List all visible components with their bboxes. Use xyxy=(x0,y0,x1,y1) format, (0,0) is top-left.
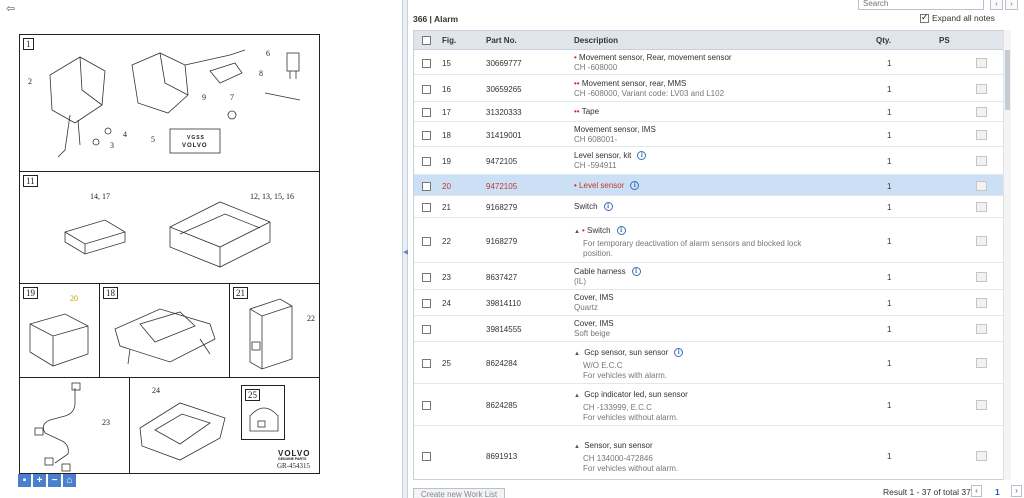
expand-all-notes-checkbox[interactable] xyxy=(920,14,929,23)
diagram-pane xyxy=(0,0,402,498)
level-sensor-illustration xyxy=(20,284,100,378)
parts-diagram[interactable] xyxy=(19,34,320,474)
row-qty: 1 xyxy=(887,108,892,117)
callout-14-17: 14, 17 xyxy=(90,192,110,201)
row-part-number[interactable]: 31320333 xyxy=(486,108,522,117)
row-part-number[interactable]: 8691913 xyxy=(486,452,518,461)
callout-5: 5 xyxy=(151,135,155,144)
row-part-number[interactable]: 8624285 xyxy=(486,401,518,410)
row-checkbox[interactable] xyxy=(422,203,431,212)
row-part-number[interactable]: 9472105 xyxy=(486,157,518,166)
table-row[interactable] xyxy=(414,102,1010,122)
cell-number: 19 xyxy=(23,287,38,299)
cell-number: 21 xyxy=(233,287,248,299)
row-part-number[interactable]: 30669777 xyxy=(486,59,522,68)
table-row[interactable] xyxy=(414,75,1010,102)
collapse-arrow-icon[interactable]: ◀ xyxy=(403,249,409,256)
info-icon[interactable]: i xyxy=(632,267,641,276)
callout-12-13-15-16: 12, 13, 15, 16 xyxy=(250,192,294,201)
callout-22: 22 xyxy=(307,314,315,323)
callout-23: 23 xyxy=(102,418,110,427)
control-module-illustration xyxy=(20,172,319,284)
sun-sensor-illustration xyxy=(242,386,286,441)
row-qty: 1 xyxy=(887,299,892,308)
row-part-number[interactable]: 9168279 xyxy=(486,237,518,246)
col-header-fig[interactable]: Fig. xyxy=(442,36,457,45)
row-desc-note: Quartz xyxy=(574,303,599,312)
row-qty: 1 xyxy=(887,452,892,461)
diagram-cell-19 xyxy=(20,284,100,378)
row-desc-note: (IL) xyxy=(574,277,586,286)
row-qty: 1 xyxy=(887,131,892,140)
row-checkbox[interactable] xyxy=(422,131,431,140)
table-row[interactable] xyxy=(414,50,1010,75)
row-description xyxy=(574,348,824,381)
row-desc-note: CH -133999, E.C.C xyxy=(583,403,652,412)
row-checkbox[interactable] xyxy=(422,325,431,334)
cell-number: 18 xyxy=(103,287,118,299)
row-desc-main: Switch xyxy=(587,226,611,235)
label-vgss-text: VGSS xyxy=(187,135,205,141)
row-desc-note: CH -608000 xyxy=(574,63,618,72)
diagram-cell-11 xyxy=(20,172,319,284)
table-scrollbar[interactable] xyxy=(1003,30,1011,480)
callout-4: 4 xyxy=(123,130,127,139)
note-icon[interactable] xyxy=(976,324,987,334)
row-desc-main: Movement sensor, Rear, movement sensor xyxy=(579,53,732,62)
row-desc-note: For vehicles with alarm. xyxy=(583,371,668,380)
row-checkbox[interactable] xyxy=(422,237,431,246)
note-icon[interactable] xyxy=(976,298,987,308)
note-icon[interactable] xyxy=(976,156,987,166)
back-arrow-icon[interactable]: ⇦ xyxy=(6,3,16,15)
row-desc-note: For temporary deactivation of alarm sensors and blocked lock xyxy=(583,239,802,248)
callout-3: 3 xyxy=(110,141,114,150)
row-fig: 15 xyxy=(442,59,451,68)
row-checkbox[interactable] xyxy=(422,85,431,94)
note-icon[interactable] xyxy=(976,84,987,94)
row-desc-note: Soft beige xyxy=(574,329,611,338)
note-icon[interactable] xyxy=(976,236,987,246)
table-row[interactable] xyxy=(414,342,1010,384)
row-fig: 16 xyxy=(442,85,451,94)
row-description xyxy=(574,390,824,423)
cell-number: 11 xyxy=(23,175,38,187)
row-checkbox[interactable] xyxy=(422,273,431,282)
row-desc-note: CH -608000, Variant code: LV03 and L102 xyxy=(574,89,725,98)
row-description xyxy=(574,181,824,191)
diagram-cell-1 xyxy=(20,35,319,172)
movement-sensor-illustration xyxy=(100,284,230,378)
col-header-part[interactable]: Part No. xyxy=(486,36,517,45)
row-description xyxy=(574,107,824,117)
diagram-cell-23 xyxy=(20,378,130,474)
row-qty: 1 xyxy=(887,85,892,94)
row-desc-main: Cover, IMS xyxy=(574,293,614,302)
row-qty: 1 xyxy=(887,325,892,334)
row-checkbox[interactable] xyxy=(422,108,431,117)
diagram-cell-21 xyxy=(230,284,319,378)
row-desc-main: Switch xyxy=(574,202,598,211)
row-description xyxy=(574,125,824,145)
ims-cover-illustration xyxy=(130,378,240,474)
row-description xyxy=(574,202,824,212)
parts-table xyxy=(413,30,1011,480)
row-checkbox[interactable] xyxy=(422,299,431,308)
note-icon[interactable] xyxy=(976,181,987,191)
row-description xyxy=(574,319,824,339)
row-desc-note: For vehicles without alarm. xyxy=(583,413,679,422)
note-icon[interactable] xyxy=(976,202,987,212)
note-icon[interactable] xyxy=(976,451,987,461)
table-row[interactable] xyxy=(414,263,1010,290)
page-title: 366 | Alarm xyxy=(413,14,459,24)
col-header-qty[interactable]: Qty. xyxy=(876,36,891,45)
search-input[interactable] xyxy=(858,0,984,10)
cell-number: 25 xyxy=(245,389,260,401)
row-desc-main: Level sensor, kit xyxy=(574,151,632,160)
indent-dots: • xyxy=(574,53,577,62)
genuine-parts-text: GENUINE PARTS xyxy=(278,457,307,461)
note-icon[interactable] xyxy=(976,107,987,117)
info-icon[interactable]: i xyxy=(637,151,646,160)
page-next-button[interactable]: › xyxy=(1011,485,1022,497)
row-part-number[interactable]: 9168279 xyxy=(486,203,518,212)
result-count: Result 1 - 37 of total 37 xyxy=(883,487,971,497)
row-desc-main: Cable harness xyxy=(574,267,626,276)
info-icon[interactable]: i xyxy=(617,226,626,235)
page-prev-button[interactable]: ‹ xyxy=(971,485,982,497)
row-part-number[interactable]: 30659265 xyxy=(486,85,522,94)
row-qty: 1 xyxy=(887,203,892,212)
row-description xyxy=(574,79,824,99)
row-part-number[interactable]: 31419001 xyxy=(486,131,522,140)
info-icon[interactable]: i xyxy=(630,181,639,190)
table-row[interactable] xyxy=(414,316,1010,342)
callout-2: 2 xyxy=(28,77,32,86)
cell-number: 1 xyxy=(23,38,34,50)
row-fig: 18 xyxy=(442,131,451,140)
expand-all-notes-toggle[interactable] xyxy=(920,13,995,23)
row-desc-main: Tape xyxy=(581,107,600,116)
create-worklist-button[interactable]: Create new Work List xyxy=(413,488,505,498)
callout-9: 9 xyxy=(202,93,206,102)
table-row[interactable] xyxy=(414,147,1010,175)
row-qty: 1 xyxy=(887,157,892,166)
row-description xyxy=(574,267,824,287)
row-qty: 1 xyxy=(887,182,892,191)
callout-24: 24 xyxy=(152,386,160,395)
note-icon[interactable] xyxy=(976,358,987,368)
select-tool-button[interactable]: ▪ xyxy=(18,474,31,487)
row-desc-note: For vehicles without alarm. xyxy=(583,464,679,473)
callout-6: 6 xyxy=(266,49,270,58)
callout-20: 20 xyxy=(70,294,78,303)
zoom-out-button[interactable]: − xyxy=(48,474,61,487)
row-description xyxy=(574,151,824,171)
row-checkbox[interactable] xyxy=(422,182,431,191)
row-description xyxy=(574,226,824,259)
note-icon[interactable] xyxy=(976,58,987,68)
select-all-checkbox[interactable] xyxy=(422,36,431,45)
row-checkbox[interactable] xyxy=(422,452,431,461)
diagram-cell-24 xyxy=(130,378,240,474)
info-icon[interactable]: i xyxy=(604,202,613,211)
expand-triangle-icon[interactable]: ▲ xyxy=(574,444,580,450)
row-desc-main: Sensor, sun sensor xyxy=(584,441,653,450)
row-fig: 20 xyxy=(442,182,451,191)
table-row[interactable] xyxy=(414,290,1010,316)
row-checkbox[interactable] xyxy=(422,157,431,166)
row-part-number[interactable]: 8624284 xyxy=(486,359,518,368)
col-header-desc[interactable]: Description xyxy=(574,36,619,45)
row-qty: 1 xyxy=(887,273,892,282)
home-view-button[interactable]: ⌂ xyxy=(63,474,76,487)
row-desc-note: position. xyxy=(583,249,613,258)
row-desc-main: Cover, IMS xyxy=(574,319,614,328)
diagram-reference: GR-454315 xyxy=(277,462,311,470)
row-checkbox[interactable] xyxy=(422,59,431,68)
volvo-logo: VOLVO xyxy=(278,449,311,458)
zoom-controls xyxy=(18,474,76,488)
row-qty: 1 xyxy=(887,401,892,410)
row-fig: 25 xyxy=(442,359,451,368)
row-fig: 24 xyxy=(442,299,451,308)
row-description xyxy=(574,441,824,474)
label-volvo-text: VOLVO xyxy=(182,143,208,149)
row-checkbox[interactable] xyxy=(422,359,431,368)
alarm-sensor-illustration xyxy=(20,35,319,172)
row-desc-note: CH -594911 xyxy=(574,161,617,170)
note-icon[interactable] xyxy=(976,400,987,410)
row-part-number[interactable]: 8637427 xyxy=(486,273,518,282)
diagram-cell-18 xyxy=(100,284,230,378)
row-description xyxy=(574,293,824,313)
nav-next-button[interactable]: › xyxy=(1005,0,1018,10)
row-desc-main: Gcp indicator led, sun sensor xyxy=(584,390,688,399)
note-icon[interactable] xyxy=(976,272,987,282)
row-part-number[interactable]: 9472105 xyxy=(486,182,518,191)
table-row[interactable] xyxy=(414,218,1010,263)
switch-illustration xyxy=(230,284,319,378)
row-part-number[interactable]: 39814555 xyxy=(486,325,522,334)
row-fig: 23 xyxy=(442,273,451,282)
zoom-in-button[interactable]: + xyxy=(33,474,46,487)
table-row[interactable] xyxy=(414,384,1010,426)
diagram-cell-25 xyxy=(241,385,285,440)
row-fig: 17 xyxy=(442,108,451,117)
row-fig: 21 xyxy=(442,203,451,212)
nav-prev-button[interactable]: ‹ xyxy=(990,0,1003,10)
row-desc-note: CH 608001- xyxy=(574,135,618,144)
table-row[interactable] xyxy=(414,175,1010,196)
row-desc-note: W/O E.C.C xyxy=(583,361,623,370)
scrollbar-thumb[interactable] xyxy=(1005,50,1010,110)
indent-dots: • xyxy=(574,181,577,190)
indent-dots: •• xyxy=(574,107,580,116)
table-header xyxy=(414,31,1010,50)
row-desc-main: Movement sensor, rear, MMS xyxy=(581,79,687,88)
indent-dots: • xyxy=(581,226,585,235)
row-desc-main: Gcp sensor, sun sensor xyxy=(584,348,669,357)
expand-all-notes-label: Expand all notes xyxy=(932,13,995,23)
callout-8: 8 xyxy=(259,69,263,78)
expand-triangle-icon[interactable]: ▲ xyxy=(574,393,580,399)
row-description xyxy=(574,53,824,73)
row-fig: 19 xyxy=(442,157,451,166)
expand-triangle-icon[interactable]: ▲ xyxy=(574,351,580,357)
table-row[interactable] xyxy=(414,122,1010,147)
row-qty: 1 xyxy=(887,359,892,368)
indent-dots: •• xyxy=(574,79,580,88)
row-qty: 1 xyxy=(887,237,892,246)
cable-harness-illustration xyxy=(20,378,130,474)
row-fig: 22 xyxy=(442,237,451,246)
callout-7: 7 xyxy=(230,93,234,102)
row-qty: 1 xyxy=(887,59,892,68)
info-icon[interactable]: i xyxy=(674,348,683,357)
row-part-number[interactable]: 39814110 xyxy=(486,299,521,308)
col-header-ps[interactable]: PS xyxy=(939,36,950,45)
table-row[interactable] xyxy=(414,196,1010,218)
table-row[interactable] xyxy=(414,426,1010,480)
expand-triangle-icon[interactable]: ▲ xyxy=(574,229,580,235)
row-desc-main: Movement sensor, IMS xyxy=(574,125,656,134)
current-page[interactable]: 1 xyxy=(995,487,1000,497)
row-checkbox[interactable] xyxy=(422,401,431,410)
row-desc-main: Level sensor xyxy=(579,181,625,190)
row-desc-note: CH 134000-472846 xyxy=(583,454,653,463)
note-icon[interactable] xyxy=(976,130,987,140)
parts-list-pane xyxy=(408,0,1024,498)
